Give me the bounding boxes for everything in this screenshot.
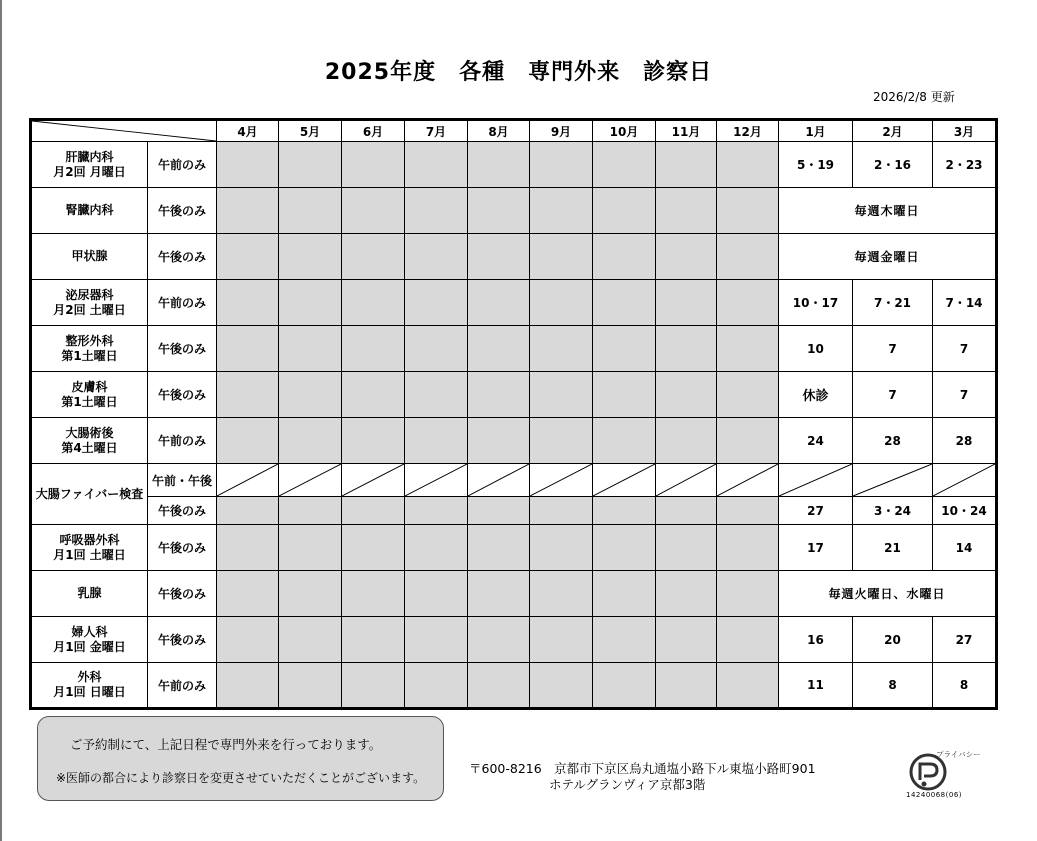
diagonal-cell bbox=[405, 464, 468, 497]
time-slot: 午前のみ bbox=[148, 418, 217, 464]
table-row bbox=[31, 418, 997, 464]
time-slot: 午前のみ bbox=[148, 663, 217, 709]
date-cell: 17 bbox=[779, 525, 853, 571]
time-slot: 午前のみ bbox=[148, 280, 217, 326]
time-slot: 午後のみ bbox=[148, 571, 217, 617]
month-header: 3月 bbox=[933, 120, 997, 142]
date-cell: 28 bbox=[933, 418, 997, 464]
table-row bbox=[31, 497, 997, 525]
date-cell: 7 bbox=[933, 326, 997, 372]
date-cell: 8 bbox=[853, 663, 933, 709]
diagonal-cell bbox=[717, 464, 779, 497]
notice-box bbox=[37, 716, 444, 801]
month-header: 6月 bbox=[342, 120, 405, 142]
page-edge bbox=[0, 0, 2, 841]
dept-name: 甲状腺 bbox=[31, 234, 148, 280]
table-row bbox=[31, 525, 997, 571]
date-cell: 2・23 bbox=[933, 142, 997, 188]
month-header: 2月 bbox=[853, 120, 933, 142]
diagonal-cell bbox=[853, 464, 933, 497]
table-row bbox=[31, 326, 997, 372]
dept-name: 皮膚科 第1土曜日 bbox=[31, 372, 148, 418]
header-row bbox=[31, 120, 997, 142]
date-cell: 27 bbox=[779, 497, 853, 525]
dept-name: 大腸術後 第4土曜日 bbox=[31, 418, 148, 464]
table-row bbox=[31, 188, 997, 234]
time-slot: 午後のみ bbox=[148, 497, 217, 525]
time-slot: 午後のみ bbox=[148, 234, 217, 280]
month-header: 4月 bbox=[217, 120, 279, 142]
time-slot: 午前・午後 bbox=[148, 464, 217, 497]
diagonal-cell bbox=[217, 464, 279, 497]
date-cell: 10・17 bbox=[779, 280, 853, 326]
diagonal-cell bbox=[342, 464, 405, 497]
notice-line: ご予約制にて、上記日程で専門外来を行っております。 bbox=[70, 737, 382, 752]
table-row bbox=[31, 234, 997, 280]
date-cell: 28 bbox=[853, 418, 933, 464]
updated-date: 2026/2/8 更新 bbox=[873, 90, 955, 104]
date-cell: 10・24 bbox=[933, 497, 997, 525]
privacy-mark-logo: プライバシー 14240068(06) bbox=[902, 748, 964, 800]
time-slot: 午前のみ bbox=[148, 142, 217, 188]
date-cell: 3・24 bbox=[853, 497, 933, 525]
diagonal-cell bbox=[468, 464, 530, 497]
month-header: 7月 bbox=[405, 120, 468, 142]
diagonal-cell bbox=[530, 464, 593, 497]
month-header: 11月 bbox=[656, 120, 717, 142]
table-row bbox=[31, 280, 997, 326]
date-cell: 11 bbox=[779, 663, 853, 709]
table-row bbox=[31, 464, 997, 497]
table-row bbox=[31, 142, 997, 188]
address-line: 〒600-8216 京都市下京区烏丸通塩小路下ル東塩小路町901 bbox=[469, 761, 816, 776]
date-cell: 2・16 bbox=[853, 142, 933, 188]
time-slot: 午後のみ bbox=[148, 326, 217, 372]
dept-name: 大腸ファイバー検査 bbox=[31, 464, 148, 525]
privacy-mark-icon bbox=[902, 748, 981, 792]
date-cell: 7 bbox=[853, 326, 933, 372]
table-row bbox=[31, 571, 997, 617]
diagonal-cell bbox=[933, 464, 997, 497]
dept-name: 外科 月1回 日曜日 bbox=[31, 663, 148, 709]
diagonal-cell bbox=[279, 464, 342, 497]
date-cell: 24 bbox=[779, 418, 853, 464]
date-cell: 16 bbox=[779, 617, 853, 663]
dept-name: 整形外科 第1土曜日 bbox=[31, 326, 148, 372]
table-row bbox=[31, 663, 997, 709]
month-header: 10月 bbox=[593, 120, 656, 142]
dept-name: 婦人科 月1回 金曜日 bbox=[31, 617, 148, 663]
dept-name: 肝臓内科 月2回 月曜日 bbox=[31, 142, 148, 188]
date-cell: 20 bbox=[853, 617, 933, 663]
time-slot: 午後のみ bbox=[148, 525, 217, 571]
time-slot: 午後のみ bbox=[148, 188, 217, 234]
date-cell: 7 bbox=[853, 372, 933, 418]
date-cell: 7 bbox=[933, 372, 997, 418]
page-title: 2025年度 各種 専門外来 診察日 bbox=[324, 60, 713, 85]
date-cell: 27 bbox=[933, 617, 997, 663]
table-row bbox=[31, 372, 997, 418]
notice-line: ※医師の都合により診察日を変更させていただくことがございます。 bbox=[56, 771, 426, 785]
header-corner bbox=[31, 120, 217, 142]
date-cell: 5・19 bbox=[779, 142, 853, 188]
time-slot: 午後のみ bbox=[148, 617, 217, 663]
dept-name: 泌尿器科 月2回 土曜日 bbox=[31, 280, 148, 326]
dept-name: 乳腺 bbox=[31, 571, 148, 617]
diagonal-cell bbox=[593, 464, 656, 497]
weekly-schedule: 毎週火曜日、水曜日 bbox=[779, 571, 997, 617]
diagonal-cell bbox=[656, 464, 717, 497]
time-slot: 午後のみ bbox=[148, 372, 217, 418]
date-cell: 14 bbox=[933, 525, 997, 571]
date-cell: 8 bbox=[933, 663, 997, 709]
month-header: 5月 bbox=[279, 120, 342, 142]
date-cell: 7・21 bbox=[853, 280, 933, 326]
dept-name: 腎臓内科 bbox=[31, 188, 148, 234]
svg-text:プライバシー: プライバシー bbox=[936, 750, 981, 759]
address-line: ホテルグランヴィア京都3階 bbox=[549, 777, 706, 792]
month-header: 9月 bbox=[530, 120, 593, 142]
month-header: 8月 bbox=[468, 120, 530, 142]
weekly-schedule: 毎週金曜日 bbox=[779, 234, 997, 280]
date-cell: 21 bbox=[853, 525, 933, 571]
date-cell: 休診 bbox=[779, 372, 853, 418]
weekly-schedule: 毎週木曜日 bbox=[779, 188, 997, 234]
diagonal-cell bbox=[779, 464, 853, 497]
month-header: 12月 bbox=[717, 120, 779, 142]
date-cell: 10 bbox=[779, 326, 853, 372]
dept-name: 呼吸器外科 月1回 土曜日 bbox=[31, 525, 148, 571]
address bbox=[469, 761, 816, 793]
month-header: 1月 bbox=[779, 120, 853, 142]
table-row bbox=[31, 617, 997, 663]
date-cell: 7・14 bbox=[933, 280, 997, 326]
schedule-table bbox=[29, 118, 998, 710]
